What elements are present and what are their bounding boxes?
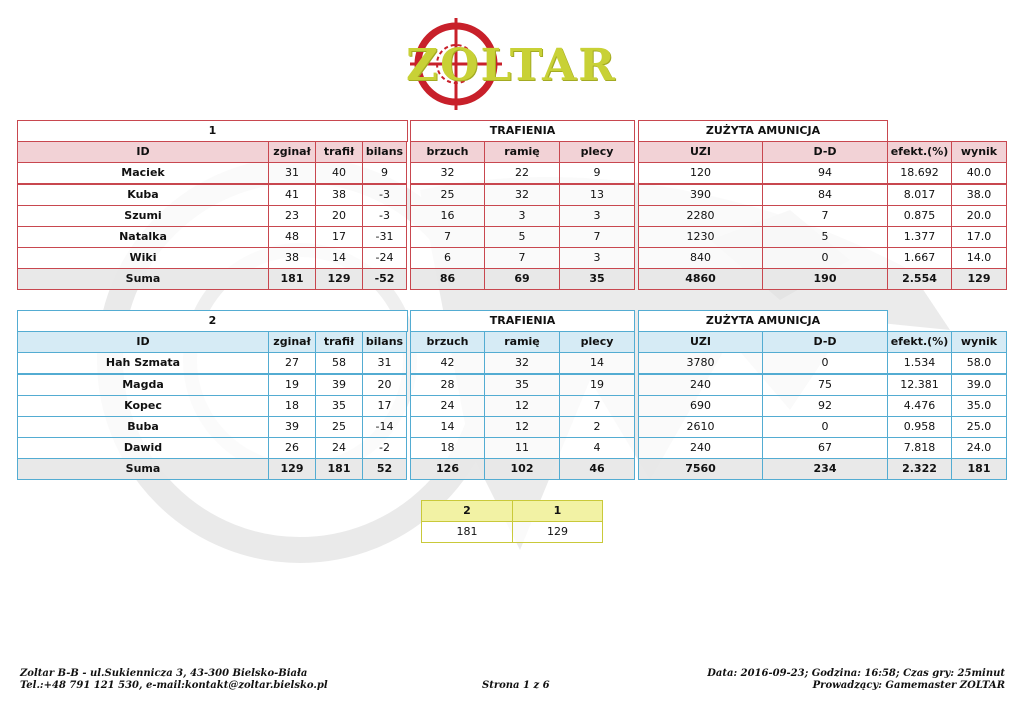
table-cell-wynik: 58.0 <box>951 352 1007 374</box>
table-cell-brzuch: 32 <box>410 162 485 184</box>
zoltar-logo <box>396 18 626 110</box>
table-cell-trafil: 24 <box>315 437 363 459</box>
column-header-ramie: ramię <box>484 331 560 353</box>
table-cell-dd: 0 <box>762 247 888 269</box>
table-cell-uzi: 690 <box>638 395 763 417</box>
table-cell-trafil: 58 <box>315 352 363 374</box>
table-cell-wynik: 40.0 <box>951 162 1007 184</box>
sum-cell-brzuch: 86 <box>410 268 485 290</box>
table-cell-trafil: 17 <box>315 226 363 248</box>
table-cell-trafil: 14 <box>315 247 363 269</box>
table-cell-wynik: 38.0 <box>951 184 1007 206</box>
sum-cell-bilans: 52 <box>362 458 407 480</box>
result-value-team-2: 181 <box>421 521 513 543</box>
table-cell-uzi: 120 <box>638 162 763 184</box>
table-cell-zginal: 27 <box>268 352 316 374</box>
column-header-efekt: efekt.(%) <box>887 331 952 353</box>
table-cell-plecy: 9 <box>559 162 635 184</box>
result-header-team-2: 2 <box>421 500 513 522</box>
table-cell-bilans: 17 <box>362 395 407 417</box>
sum-cell-ramie: 69 <box>484 268 560 290</box>
sum-cell-plecy: 46 <box>559 458 635 480</box>
sum-cell-plecy: 35 <box>559 268 635 290</box>
table-cell-uzi: 1230 <box>638 226 763 248</box>
column-header-efekt: efekt.(%) <box>887 141 952 163</box>
table-cell-zginal: 18 <box>268 395 316 417</box>
column-header-wynik: wynik <box>951 141 1007 163</box>
table-cell-brzuch: 28 <box>410 374 485 396</box>
sum-cell-zginal: 181 <box>268 268 316 290</box>
table-cell-efekt: 12.381 <box>887 374 952 396</box>
table-cell-bilans: -2 <box>362 437 407 459</box>
sum-cell-uzi: 4860 <box>638 268 763 290</box>
table-cell-brzuch: 7 <box>410 226 485 248</box>
table-cell-brzuch: 25 <box>410 184 485 206</box>
table-cell-trafil: 35 <box>315 395 363 417</box>
table-cell-plecy: 3 <box>559 247 635 269</box>
result-table <box>421 500 603 543</box>
sum-cell-zginal: 129 <box>268 458 316 480</box>
table-cell-wynik: 24.0 <box>951 437 1007 459</box>
table-cell-efekt: 1.377 <box>887 226 952 248</box>
table-cell-ramie: 32 <box>484 352 560 374</box>
table-cell-dd: 0 <box>762 416 888 438</box>
column-header-uzi: UZI <box>638 331 763 353</box>
table-cell-ramie: 11 <box>484 437 560 459</box>
table-cell-zginal: 41 <box>268 184 316 206</box>
table-cell-plecy: 3 <box>559 205 635 227</box>
table-cell-id: Szumi <box>17 205 269 227</box>
table-cell-plecy: 13 <box>559 184 635 206</box>
table-cell-id: Dawid <box>17 437 269 459</box>
table-cell-efekt: 7.818 <box>887 437 952 459</box>
table-cell-id: Natalka <box>17 226 269 248</box>
table-cell-ramie: 12 <box>484 395 560 417</box>
table-cell-efekt: 18.692 <box>887 162 952 184</box>
table-cell-dd: 94 <box>762 162 888 184</box>
trafienia-group-header: TRAFIENIA <box>410 120 635 142</box>
column-header-wynik: wynik <box>951 331 1007 353</box>
table-cell-wynik: 25.0 <box>951 416 1007 438</box>
table-cell-efekt: 0.958 <box>887 416 952 438</box>
team-name-header: 1 <box>17 120 408 142</box>
sum-cell-trafil: 129 <box>315 268 363 290</box>
column-header-dd: D-D <box>762 331 888 353</box>
footer-page-number: Strona 1 z 6 <box>482 680 550 691</box>
table-cell-bilans: -3 <box>362 184 407 206</box>
result-value-team-1: 129 <box>512 521 603 543</box>
amunicja-group-header: ZUŻYTA AMUNICJA <box>638 310 888 332</box>
sum-cell-brzuch: 126 <box>410 458 485 480</box>
table-cell-wynik: 20.0 <box>951 205 1007 227</box>
column-header-uzi: UZI <box>638 141 763 163</box>
table-cell-zginal: 48 <box>268 226 316 248</box>
table-cell-ramie: 32 <box>484 184 560 206</box>
column-header-zginal: zginał <box>268 331 316 353</box>
table-cell-id: Hah Szmata <box>17 352 269 374</box>
sum-cell-dd: 190 <box>762 268 888 290</box>
sum-cell-uzi: 7560 <box>638 458 763 480</box>
table-cell-trafil: 25 <box>315 416 363 438</box>
table-cell-uzi: 390 <box>638 184 763 206</box>
table-cell-dd: 5 <box>762 226 888 248</box>
column-header-brzuch: brzuch <box>410 331 485 353</box>
table-cell-uzi: 240 <box>638 374 763 396</box>
table-cell-brzuch: 16 <box>410 205 485 227</box>
table-cell-plecy: 7 <box>559 226 635 248</box>
table-cell-id: Magda <box>17 374 269 396</box>
team-name-header: 2 <box>17 310 408 332</box>
table-cell-trafil: 39 <box>315 374 363 396</box>
column-header-trafil: trafił <box>315 141 363 163</box>
table-cell-plecy: 2 <box>559 416 635 438</box>
table-cell-uzi: 2610 <box>638 416 763 438</box>
table-cell-efekt: 0.875 <box>887 205 952 227</box>
table-cell-bilans: 9 <box>362 162 407 184</box>
table-cell-bilans: -14 <box>362 416 407 438</box>
footer-contact: Tel.:+48 791 121 530, e-mail:kontakt@zoltar.bielsko.pl <box>20 680 328 691</box>
table-cell-efekt: 1.534 <box>887 352 952 374</box>
table-cell-brzuch: 42 <box>410 352 485 374</box>
column-header-id: ID <box>17 331 269 353</box>
table-cell-uzi: 240 <box>638 437 763 459</box>
table-cell-brzuch: 18 <box>410 437 485 459</box>
sum-cell-id: Suma <box>17 268 269 290</box>
table-cell-bilans: 31 <box>362 352 407 374</box>
table-cell-plecy: 7 <box>559 395 635 417</box>
table-cell-wynik: 39.0 <box>951 374 1007 396</box>
sum-cell-dd: 234 <box>762 458 888 480</box>
column-header-ramie: ramię <box>484 141 560 163</box>
table-cell-id: Wiki <box>17 247 269 269</box>
footer-datetime: Data: 2016-09-23; Godzina: 16:58; Czas gry: 25minut <box>707 668 1005 679</box>
table-cell-wynik: 17.0 <box>951 226 1007 248</box>
table-cell-ramie: 12 <box>484 416 560 438</box>
column-header-zginal: zginał <box>268 141 316 163</box>
column-header-brzuch: brzuch <box>410 141 485 163</box>
table-cell-zginal: 23 <box>268 205 316 227</box>
table-cell-ramie: 3 <box>484 205 560 227</box>
table-cell-zginal: 26 <box>268 437 316 459</box>
trafienia-group-header: TRAFIENIA <box>410 310 635 332</box>
logo-text: ZOLTAR <box>406 40 617 91</box>
table-cell-plecy: 14 <box>559 352 635 374</box>
table-cell-ramie: 22 <box>484 162 560 184</box>
column-header-plecy: plecy <box>559 331 635 353</box>
table-cell-dd: 84 <box>762 184 888 206</box>
table-cell-dd: 92 <box>762 395 888 417</box>
table-cell-trafil: 38 <box>315 184 363 206</box>
sum-cell-wynik: 129 <box>951 268 1007 290</box>
column-header-bilans: bilans <box>362 141 407 163</box>
table-cell-uzi: 2280 <box>638 205 763 227</box>
sum-cell-ramie: 102 <box>484 458 560 480</box>
table-cell-efekt: 1.667 <box>887 247 952 269</box>
table-cell-efekt: 4.476 <box>887 395 952 417</box>
table-cell-id: Kuba <box>17 184 269 206</box>
table-cell-efekt: 8.017 <box>887 184 952 206</box>
table-cell-uzi: 840 <box>638 247 763 269</box>
table-cell-id: Kopec <box>17 395 269 417</box>
table-cell-dd: 7 <box>762 205 888 227</box>
table-cell-id: Buba <box>17 416 269 438</box>
table-cell-bilans: -3 <box>362 205 407 227</box>
table-cell-trafil: 20 <box>315 205 363 227</box>
sum-cell-efekt: 2.322 <box>887 458 952 480</box>
table-cell-bilans: -31 <box>362 226 407 248</box>
table-cell-zginal: 38 <box>268 247 316 269</box>
column-header-trafil: trafił <box>315 331 363 353</box>
table-cell-ramie: 35 <box>484 374 560 396</box>
column-header-dd: D-D <box>762 141 888 163</box>
table-cell-dd: 67 <box>762 437 888 459</box>
table-cell-uzi: 3780 <box>638 352 763 374</box>
table-cell-id: Maciek <box>17 162 269 184</box>
table-cell-wynik: 35.0 <box>951 395 1007 417</box>
table-cell-brzuch: 14 <box>410 416 485 438</box>
table-cell-ramie: 5 <box>484 226 560 248</box>
table-cell-plecy: 4 <box>559 437 635 459</box>
sum-cell-trafil: 181 <box>315 458 363 480</box>
amunicja-group-header: ZUŻYTA AMUNICJA <box>638 120 888 142</box>
table-cell-zginal: 19 <box>268 374 316 396</box>
table-cell-zginal: 31 <box>268 162 316 184</box>
result-header-team-1: 1 <box>512 500 603 522</box>
footer-address: Zoltar B-B - ul.Sukiennicza 3, 43-300 Bielsko-Biała <box>20 668 308 679</box>
table-cell-dd: 75 <box>762 374 888 396</box>
table-cell-plecy: 19 <box>559 374 635 396</box>
sum-cell-efekt: 2.554 <box>887 268 952 290</box>
table-cell-wynik: 14.0 <box>951 247 1007 269</box>
table-cell-trafil: 40 <box>315 162 363 184</box>
table-cell-bilans: -24 <box>362 247 407 269</box>
sum-cell-bilans: -52 <box>362 268 407 290</box>
table-cell-zginal: 39 <box>268 416 316 438</box>
table-cell-dd: 0 <box>762 352 888 374</box>
column-header-id: ID <box>17 141 269 163</box>
footer-gamemaster: Prowadzący: Gamemaster ZOLTAR <box>812 680 1005 691</box>
sum-cell-wynik: 181 <box>951 458 1007 480</box>
table-cell-brzuch: 6 <box>410 247 485 269</box>
table-cell-bilans: 20 <box>362 374 407 396</box>
table-cell-ramie: 7 <box>484 247 560 269</box>
table-cell-brzuch: 24 <box>410 395 485 417</box>
sum-cell-id: Suma <box>17 458 269 480</box>
column-header-plecy: plecy <box>559 141 635 163</box>
column-header-bilans: bilans <box>362 331 407 353</box>
